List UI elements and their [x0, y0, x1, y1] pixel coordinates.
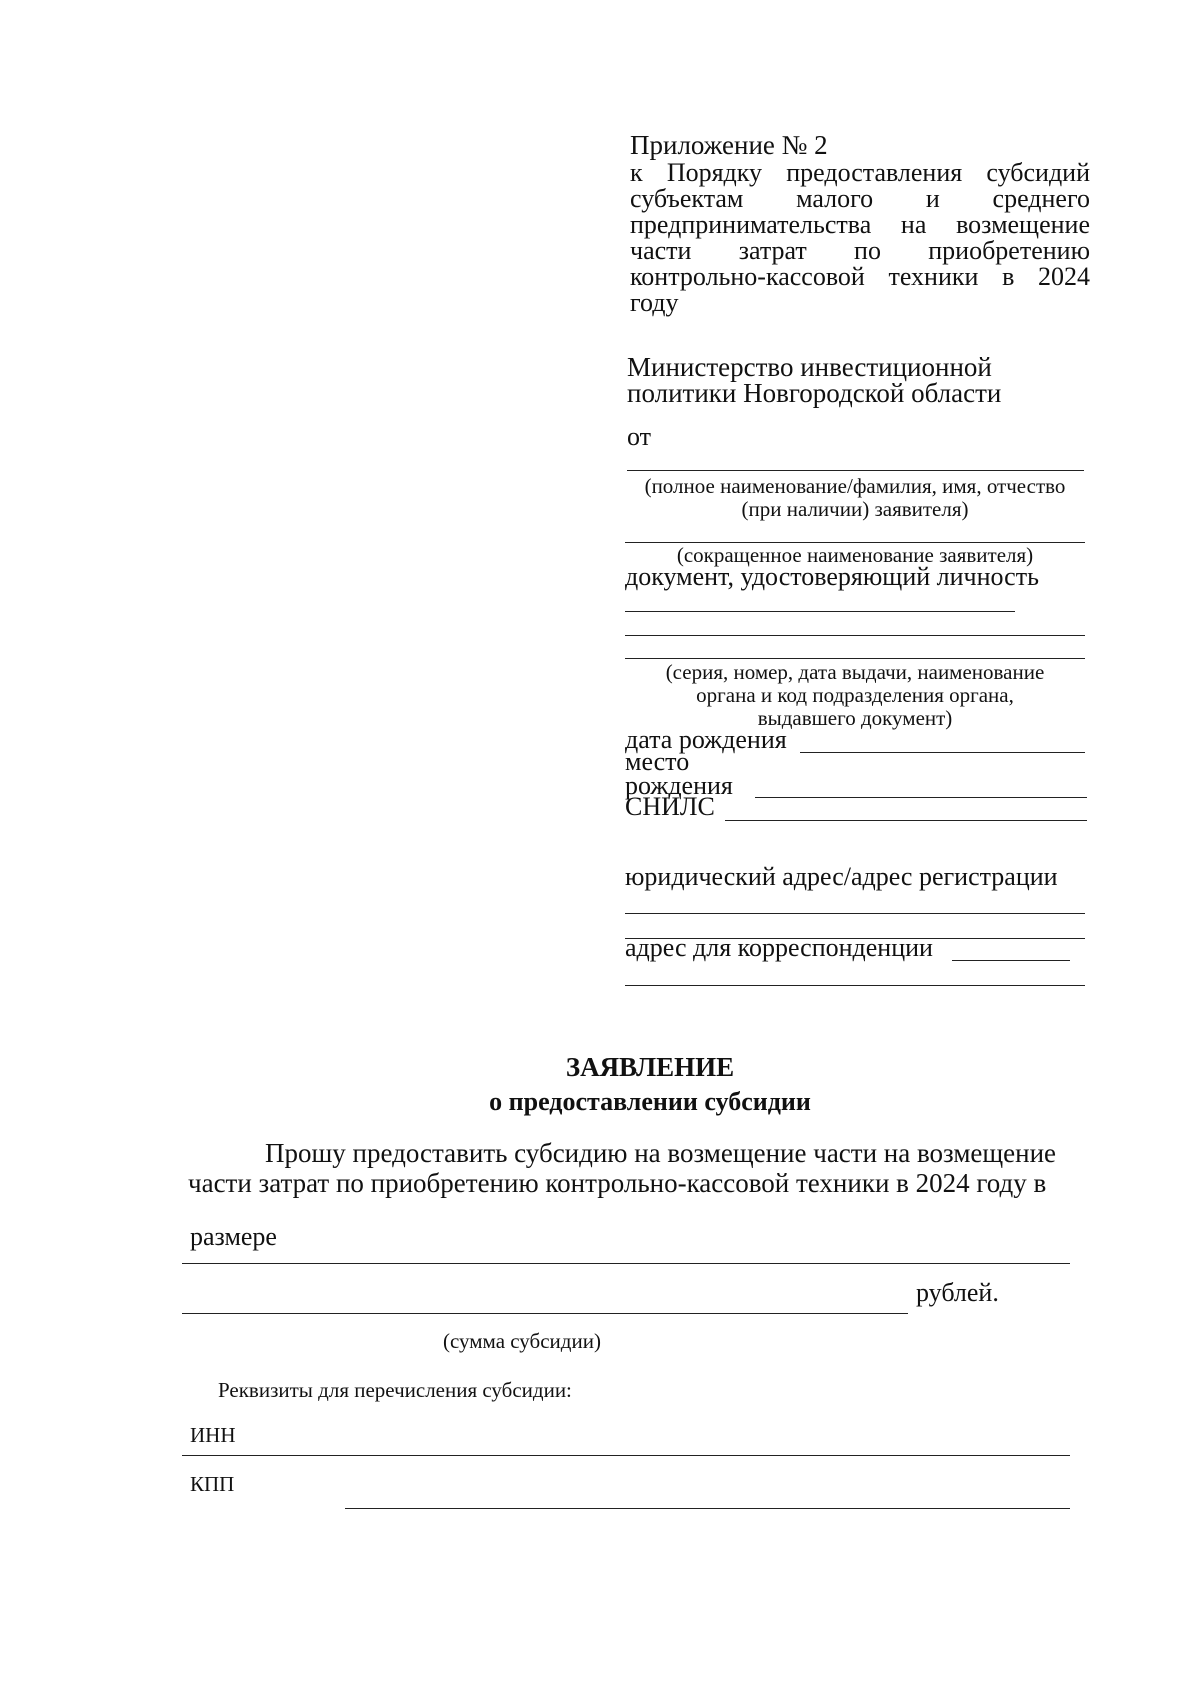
mail-address-line[interactable] — [952, 960, 1070, 961]
short-name-caption: (сокращенное наименование заявителя) — [676, 543, 1034, 567]
appendix-line: контрольно-кассовой техники в 2024 — [630, 262, 1090, 291]
birth-place-line[interactable] — [755, 797, 1087, 798]
body-text-line: Прошу предоставить субсидию на возмещение части на возмещение — [265, 1138, 1057, 1168]
legal-address-line[interactable] — [625, 913, 1085, 914]
appendix-reference — [630, 160, 1090, 316]
applicant-name-line[interactable] — [627, 470, 1084, 471]
doc-caption: (серия, номер, дата выдачи, наименование — [665, 660, 1045, 684]
identity-doc-label: документ, удостоверяющий личность — [625, 562, 1039, 591]
mail-address-label: адрес для корреспонденции — [625, 933, 933, 962]
doc-caption: выдавшего документ) — [757, 706, 953, 730]
appendix-line: году — [630, 288, 679, 317]
doc-caption: органа и код подразделения органа, — [696, 683, 1014, 707]
amount-caption: (сумма субсидии) — [443, 1329, 601, 1353]
mail-address-line[interactable] — [625, 985, 1085, 986]
body-text-line: части затрат по приобретению контрольно-кассовой техники в 2024 году в — [188, 1168, 1047, 1198]
identity-doc-line[interactable] — [625, 611, 1015, 612]
identity-doc-line[interactable] — [625, 658, 1085, 659]
inn-label: ИНН — [190, 1423, 236, 1447]
birth-date-line[interactable] — [800, 752, 1085, 753]
kpp-label: КПП — [190, 1472, 235, 1496]
addressee-line: Министерство инвестиционной — [627, 352, 992, 382]
requisites-title: Реквизиты для перечисления субсидии: — [218, 1378, 572, 1402]
appendix-line: к Порядку предоставления субсидий — [630, 158, 1090, 187]
currency-label: рублей. — [916, 1278, 999, 1307]
birth-place-label: рождения — [625, 771, 733, 800]
amount-label: размере — [190, 1222, 277, 1251]
inn-line[interactable] — [182, 1455, 1070, 1456]
kpp-line[interactable] — [345, 1508, 1070, 1509]
appendix-line: субъектам малого и среднего — [630, 184, 1090, 213]
amount-line[interactable] — [182, 1313, 908, 1314]
appendix-line: части затрат по приобретению — [630, 236, 1090, 265]
appendix-line: предпринимательства на возмещение — [630, 210, 1090, 239]
document-subtitle: о предоставлении субсидии — [489, 1087, 811, 1116]
legal-address-label: юридический адрес/адрес регистрации — [625, 862, 1058, 891]
full-name-caption: (полное наименование/фамилия, имя, отчество — [644, 474, 1066, 498]
addressee-line: политики Новгородской области — [627, 378, 1002, 408]
identity-doc-line[interactable] — [625, 635, 1085, 636]
birth-date-label: дата рождения — [625, 725, 787, 754]
document-title: ЗАЯВЛЕНИЕ — [565, 1052, 735, 1082]
birth-place-label: место — [625, 747, 690, 776]
full-name-caption: (при наличии) заявителя) — [741, 497, 969, 521]
appendix-number: Приложение № 2 — [630, 130, 828, 160]
amount-line[interactable] — [182, 1263, 1070, 1264]
snils-label: СНИЛС — [625, 792, 715, 821]
from-label: от — [627, 422, 652, 451]
snils-line[interactable] — [725, 820, 1087, 821]
